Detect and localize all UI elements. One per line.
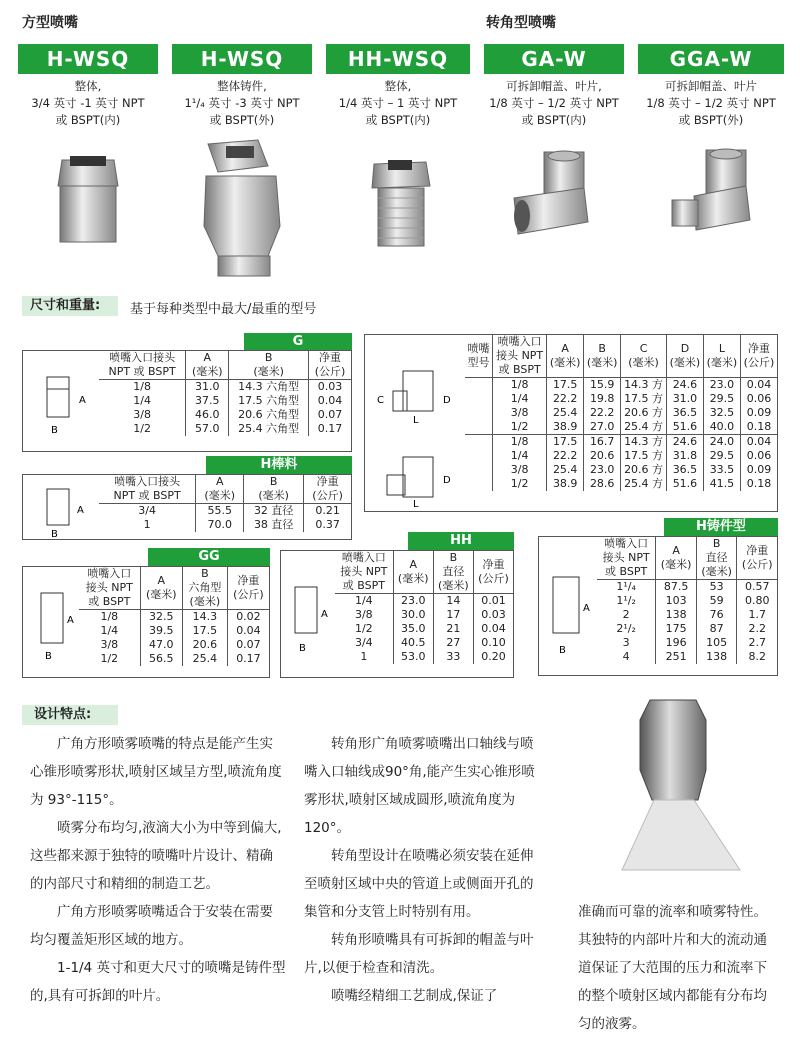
table-cell: 17.5 六角型 bbox=[229, 394, 309, 408]
table-cell: 1/4 bbox=[100, 624, 119, 637]
table-cell: 0.03 bbox=[309, 380, 351, 395]
table-header-cell: 喷嘴 型号 bbox=[465, 335, 493, 378]
table-cell: 14.3 六角型 bbox=[229, 380, 309, 395]
table-header-cell: 净重 (公斤) bbox=[737, 537, 777, 580]
table-row bbox=[597, 608, 777, 622]
table-cell: 0.80 bbox=[737, 594, 777, 608]
table-cell: 0.37 bbox=[304, 518, 351, 532]
svg-text:B: B bbox=[51, 425, 58, 436]
table-cell: 33.5 bbox=[703, 463, 740, 477]
table-row bbox=[597, 622, 777, 636]
table-header-cell: A (毫米) bbox=[547, 335, 584, 378]
table-cell: 3 bbox=[622, 636, 630, 649]
table-cell: 36.5 bbox=[666, 463, 703, 477]
table-cell bbox=[465, 435, 493, 450]
table-cell bbox=[465, 378, 493, 393]
table-hcast bbox=[538, 536, 778, 676]
table-cell: 25.4 bbox=[547, 406, 584, 420]
table-hbar-label: H棒料 bbox=[206, 456, 352, 474]
svg-text:B: B bbox=[299, 643, 306, 654]
table-cell: 37.5 bbox=[186, 394, 229, 408]
svg-text:D: D bbox=[443, 475, 451, 486]
table-cell: 25.4 方 bbox=[621, 420, 667, 435]
diagram-ga bbox=[373, 365, 463, 429]
table-row bbox=[79, 624, 269, 638]
table-cell: 2.7 bbox=[737, 636, 777, 650]
diagram-hcast bbox=[541, 567, 597, 667]
table-cell: 0.17 bbox=[309, 422, 351, 436]
table-row bbox=[597, 580, 777, 595]
table-cell: 25.4 bbox=[547, 463, 584, 477]
table-cell: 1/4 bbox=[493, 392, 547, 406]
table-header-cell: 净重 (公斤) bbox=[309, 351, 351, 380]
table-cell: 29.5 bbox=[703, 449, 740, 463]
table-ga bbox=[364, 334, 778, 512]
product-image-5 bbox=[666, 146, 758, 238]
table-cell: 1/4 bbox=[493, 449, 547, 463]
table-row bbox=[465, 378, 777, 393]
table-cell: 138 bbox=[696, 650, 737, 664]
table-cell: 0.06 bbox=[740, 392, 777, 406]
table-cell: 0.06 bbox=[740, 449, 777, 463]
design-col-2: 转角形广角喷雾喷嘴出口轴线与喷嘴入口轴线成90°角,能产生实心锥形喷雾形状,喷射区域成圆形,喷流角度为 120°。 转角型设计在喷嘴必须安装在延伸至喷射区域中央的管道上或侧面开孔的集管和分支管上时特别有用。 转角形喷嘴具有可拆卸的帽盖与叶片,以便于检查和清洗。 喷嘴经精细工艺制成,保证了 bbox=[304, 736, 535, 1004]
svg-text:A: A bbox=[77, 505, 84, 516]
svg-text:D: D bbox=[443, 395, 451, 406]
table-header-cell: B 六角型 (毫米) bbox=[182, 567, 227, 610]
table-row bbox=[79, 610, 269, 625]
table-row bbox=[335, 594, 513, 609]
table-cell: 87 bbox=[696, 622, 737, 636]
table-cell: 17.5 方 bbox=[621, 392, 667, 406]
model-bar-2: H-WSQ bbox=[172, 44, 312, 74]
table-header-cell: 喷嘴入口接头 NPT 或 BSPT bbox=[99, 351, 186, 380]
table-cell: 14.3 方 bbox=[621, 435, 667, 450]
svg-text:B: B bbox=[51, 529, 58, 539]
table-cell: 55.5 bbox=[196, 504, 244, 519]
table-cell: 1/2 bbox=[493, 477, 547, 491]
table-cell: 1/8 bbox=[100, 610, 119, 623]
table-cell: 2.2 bbox=[737, 622, 777, 636]
design-label: 设计特点: bbox=[22, 705, 118, 725]
diagram-g bbox=[33, 369, 93, 439]
table-header-cell: 净重 (公斤) bbox=[304, 475, 351, 504]
table-cell: 3/8 bbox=[354, 608, 373, 621]
table-header-cell: A (毫米) bbox=[656, 537, 697, 580]
table-cell: 15.9 bbox=[584, 378, 621, 393]
table-header-cell: 喷嘴入口接头 NPT 或 BSPT bbox=[99, 475, 196, 504]
table-row bbox=[465, 463, 777, 477]
table-cell: 17 bbox=[433, 608, 473, 622]
table-cell: 175 bbox=[656, 622, 697, 636]
table-header-cell: 喷嘴入口 接头 NPT 或 BSPT bbox=[335, 551, 393, 594]
table-cell: 251 bbox=[656, 650, 697, 664]
table-cell: 17.5 bbox=[182, 624, 227, 638]
table-cell: 3/4 bbox=[138, 504, 156, 517]
table-cell: 0.18 bbox=[740, 477, 777, 491]
table-cell: 36.5 bbox=[666, 406, 703, 420]
model-bar-1: H-WSQ bbox=[18, 44, 158, 74]
table-row bbox=[335, 636, 513, 650]
table-cell: 0.09 bbox=[740, 406, 777, 420]
svg-text:B: B bbox=[45, 651, 52, 662]
table-cell: 3/8 bbox=[493, 463, 547, 477]
table-cell: 20.6 方 bbox=[621, 406, 667, 420]
product-image-2 bbox=[198, 136, 288, 282]
table-cell: 51.6 bbox=[666, 477, 703, 491]
table-cell: 70.0 bbox=[196, 518, 244, 532]
table-cell: 22.2 bbox=[584, 406, 621, 420]
table-cell: 1¹/₄ bbox=[616, 580, 636, 593]
table-cell: 31.8 bbox=[666, 449, 703, 463]
table-cell: 19.8 bbox=[584, 392, 621, 406]
table-row bbox=[99, 518, 351, 532]
table-header-cell: A (毫米) bbox=[196, 475, 244, 504]
table-cell: 23.0 bbox=[393, 594, 433, 609]
table-cell: 2 bbox=[622, 608, 630, 621]
design-col-3: 准确而可靠的流率和喷雾特性。其独特的内部叶片和大的流动通道保证了大范围的压力和流率下的整个喷射区域内都能有分布均匀的液雾。 bbox=[578, 904, 767, 1032]
table-cell bbox=[465, 477, 493, 491]
table-cell: 0.04 bbox=[740, 378, 777, 393]
table-cell: 8.2 bbox=[737, 650, 777, 664]
table-cell: 40.0 bbox=[703, 420, 740, 435]
svg-text:A: A bbox=[583, 603, 590, 614]
table-cell: 0.09 bbox=[740, 463, 777, 477]
table-cell: 0.18 bbox=[740, 420, 777, 435]
table-row bbox=[99, 408, 351, 422]
table-cell: 24.0 bbox=[703, 435, 740, 450]
model-desc-4: 可拆卸帽盖、叶片, 1/8 英寸 – 1/2 英寸 NPT 或 BSPT(内) bbox=[489, 79, 619, 127]
table-cell: 1¹/₂ bbox=[616, 594, 636, 607]
table-cell: 1/2 bbox=[354, 622, 373, 635]
table-hh bbox=[280, 550, 514, 678]
table-cell: 17.5 bbox=[547, 435, 584, 450]
table-cell: 16.7 bbox=[584, 435, 621, 450]
table-cell: 3/8 bbox=[100, 638, 119, 651]
table-gg bbox=[22, 566, 270, 678]
table-cell bbox=[465, 420, 493, 435]
table-row bbox=[597, 636, 777, 650]
table-cell: 29.5 bbox=[703, 392, 740, 406]
table-cell: 14.3 bbox=[182, 610, 227, 625]
table-cell: 39.5 bbox=[140, 624, 182, 638]
table-header-cell: 喷嘴入口 接头 NPT 或 BSPT bbox=[597, 537, 656, 580]
table-row bbox=[99, 394, 351, 408]
table-header-cell: 净重 (公斤) bbox=[473, 551, 513, 594]
table-cell: 103 bbox=[656, 594, 697, 608]
table-hbar bbox=[22, 474, 352, 540]
table-hcast-label: H铸件型 bbox=[664, 518, 778, 536]
table-g bbox=[22, 350, 352, 452]
table-cell: 196 bbox=[656, 636, 697, 650]
table-row bbox=[465, 392, 777, 406]
table-cell: 3/8 bbox=[133, 408, 151, 421]
table-cell: 25.4 六角型 bbox=[229, 422, 309, 436]
model-bar-4: GA-W bbox=[484, 44, 624, 74]
table-cell: 0.04 bbox=[309, 394, 351, 408]
table-cell bbox=[465, 406, 493, 420]
table-header-cell: C (毫米) bbox=[621, 335, 667, 378]
table-cell: 24.6 bbox=[666, 378, 703, 393]
table-row bbox=[597, 650, 777, 664]
table-header-cell: B 直径 (毫米) bbox=[433, 551, 473, 594]
table-cell: 33 bbox=[433, 650, 473, 664]
table-header-cell: B (毫米) bbox=[229, 351, 309, 380]
angle-nozzle-title: 转角型喷嘴 bbox=[486, 15, 556, 31]
table-cell: 27.0 bbox=[584, 420, 621, 435]
table-cell: 46.0 bbox=[186, 408, 229, 422]
table-row bbox=[335, 608, 513, 622]
table-cell: 0.07 bbox=[227, 638, 269, 652]
table-cell: 30.0 bbox=[393, 608, 433, 622]
table-cell: 23.0 bbox=[703, 378, 740, 393]
table-row bbox=[335, 622, 513, 636]
table-header-cell: B 直径 (毫米) bbox=[696, 537, 737, 580]
spray-image bbox=[610, 690, 750, 890]
table-cell: 56.5 bbox=[140, 652, 182, 666]
table-cell: 27 bbox=[433, 636, 473, 650]
table-cell: 25.4 方 bbox=[621, 477, 667, 491]
table-cell: 47.0 bbox=[140, 638, 182, 652]
product-image-4 bbox=[508, 148, 598, 240]
table-cell: 1 bbox=[143, 518, 151, 531]
table-cell: 0.57 bbox=[737, 580, 777, 595]
design-col-1: 广角方形喷雾喷嘴的特点是能产生实心锥形喷雾形状,喷射区域呈方型,喷流角度为 93°-115°。 喷雾分布均匀,液滴大小为中等到偏大,这些都来源于独特的喷嘴叶片设计、精确的内部尺寸和精细的制造工艺。 广角方形喷雾喷嘴适合于安装在需要均匀覆盖矩形区域的地方。 1-1/4 英寸和更大尺寸的喷嘴是铸件型的,具有可拆卸的叶片。 bbox=[30, 736, 286, 1004]
table-cell: 138 bbox=[656, 608, 697, 622]
table-row bbox=[465, 420, 777, 435]
table-row bbox=[99, 504, 351, 519]
table-cell: 0.20 bbox=[473, 650, 513, 664]
table-cell: 53 bbox=[696, 580, 737, 595]
svg-text:L: L bbox=[413, 415, 419, 426]
table-row bbox=[335, 650, 513, 664]
diagram-gg bbox=[29, 587, 81, 667]
table-g-label: G bbox=[244, 333, 352, 351]
table-header-cell: B (毫米) bbox=[584, 335, 621, 378]
table-header-cell: A (毫米) bbox=[186, 351, 229, 380]
table-header-cell: A (毫米) bbox=[393, 551, 433, 594]
table-cell: 20.6 方 bbox=[621, 463, 667, 477]
diagram-hbar bbox=[33, 483, 93, 539]
model-desc-5: 可拆卸帽盖、叶片 1/8 英寸 – 1/2 英寸 NPT 或 BSPT(外) bbox=[646, 79, 776, 127]
sizes-text: 基于每种类型中最大/最重的型号 bbox=[130, 302, 317, 317]
table-cell: 31.0 bbox=[666, 392, 703, 406]
table-cell: 2¹/₂ bbox=[616, 622, 636, 635]
sizes-label: 尺寸和重量: bbox=[22, 296, 118, 316]
table-cell: 3/8 bbox=[493, 406, 547, 420]
table-header-cell: L (毫米) bbox=[703, 335, 740, 378]
table-row bbox=[465, 477, 777, 491]
table-cell bbox=[465, 463, 493, 477]
table-row bbox=[99, 380, 351, 395]
table-cell: 0.07 bbox=[309, 408, 351, 422]
table-cell: 17.5 方 bbox=[621, 449, 667, 463]
table-row bbox=[79, 652, 269, 666]
table-cell: 14.3 方 bbox=[621, 378, 667, 393]
table-cell: 1/8 bbox=[493, 378, 547, 393]
table-cell: 0.21 bbox=[304, 504, 351, 519]
table-cell: 1/2 bbox=[493, 420, 547, 435]
table-row bbox=[597, 594, 777, 608]
table-cell: 1/4 bbox=[133, 394, 151, 407]
table-row bbox=[79, 638, 269, 652]
svg-text:B: B bbox=[559, 645, 566, 656]
table-cell: 0.04 bbox=[740, 435, 777, 450]
table-row bbox=[99, 422, 351, 436]
diagram-gga bbox=[373, 453, 463, 509]
table-cell: 57.0 bbox=[186, 422, 229, 436]
table-gg-label: GG bbox=[148, 548, 270, 566]
table-row bbox=[465, 449, 777, 463]
table-cell: 24.6 bbox=[666, 435, 703, 450]
table-header-cell: D (毫米) bbox=[666, 335, 703, 378]
table-cell: 40.5 bbox=[393, 636, 433, 650]
diagram-hh bbox=[285, 581, 337, 661]
table-cell: 1.7 bbox=[737, 608, 777, 622]
table-cell: 35.0 bbox=[393, 622, 433, 636]
table-header-cell: 喷嘴入口 接头 NPT 或 BSPT bbox=[79, 567, 140, 610]
table-cell: 21 bbox=[433, 622, 473, 636]
svg-text:A: A bbox=[321, 609, 328, 620]
table-cell: 23.0 bbox=[584, 463, 621, 477]
table-cell: 1 bbox=[360, 650, 368, 663]
product-image-3 bbox=[366, 152, 436, 252]
table-cell: 32 直径 bbox=[244, 504, 304, 519]
table-cell: 4 bbox=[622, 650, 630, 663]
table-cell: 53.0 bbox=[393, 650, 433, 664]
table-header-cell: A (毫米) bbox=[140, 567, 182, 610]
table-cell: 0.01 bbox=[473, 594, 513, 609]
table-cell: 0.10 bbox=[473, 636, 513, 650]
svg-text:L: L bbox=[413, 499, 419, 509]
table-cell: 51.6 bbox=[666, 420, 703, 435]
table-cell: 17.5 bbox=[547, 378, 584, 393]
table-cell: 38.9 bbox=[547, 477, 584, 491]
table-header-cell: B (毫米) bbox=[244, 475, 304, 504]
table-cell: 0.04 bbox=[473, 622, 513, 636]
table-cell: 22.2 bbox=[547, 392, 584, 406]
table-cell: 0.02 bbox=[227, 610, 269, 625]
table-cell: 31.0 bbox=[186, 380, 229, 395]
table-cell: 59 bbox=[696, 594, 737, 608]
table-cell: 105 bbox=[696, 636, 737, 650]
table-cell: 25.4 bbox=[182, 652, 227, 666]
product-image-1 bbox=[48, 148, 128, 248]
table-cell: 1/2 bbox=[100, 652, 119, 665]
table-row bbox=[465, 435, 777, 450]
table-cell: 1/4 bbox=[354, 594, 373, 607]
table-cell: 1/8 bbox=[493, 435, 547, 450]
table-cell: 3/4 bbox=[354, 636, 373, 649]
table-cell: 0.17 bbox=[227, 652, 269, 666]
table-cell: 32.5 bbox=[140, 610, 182, 625]
svg-text:C: C bbox=[377, 395, 384, 406]
table-cell: 32.5 bbox=[703, 406, 740, 420]
model-bar-5: GGA-W bbox=[638, 44, 784, 74]
table-cell: 20.6 bbox=[182, 638, 227, 652]
svg-text:A: A bbox=[67, 615, 74, 626]
table-header-cell: 喷嘴入口 接头 NPT 或 BSPT bbox=[493, 335, 547, 378]
model-desc-1: 整体, 3/4 英寸 -1 英寸 NPT 或 BSPT(内) bbox=[31, 79, 145, 127]
table-cell: 0.04 bbox=[227, 624, 269, 638]
table-header-cell: 净重 (公斤) bbox=[740, 335, 777, 378]
square-nozzle-title: 方型喷嘴 bbox=[22, 15, 78, 31]
table-cell: 87.5 bbox=[656, 580, 697, 595]
table-cell: 20.6 六角型 bbox=[229, 408, 309, 422]
table-hh-label: HH bbox=[408, 532, 514, 550]
table-cell bbox=[465, 449, 493, 463]
table-cell: 20.6 bbox=[584, 449, 621, 463]
table-cell bbox=[465, 392, 493, 406]
model-desc-2: 整体铸件, 1¹/₄ 英寸 -3 英寸 NPT 或 BSPT(外) bbox=[184, 79, 300, 127]
table-cell: 38.9 bbox=[547, 420, 584, 435]
table-header-cell: 净重 (公斤) bbox=[227, 567, 269, 610]
model-bar-3: HH-WSQ bbox=[326, 44, 470, 74]
table-cell: 0.03 bbox=[473, 608, 513, 622]
table-cell: 22.2 bbox=[547, 449, 584, 463]
table-cell: 1/2 bbox=[133, 422, 151, 435]
table-cell: 76 bbox=[696, 608, 737, 622]
table-cell: 14 bbox=[433, 594, 473, 609]
table-cell: 41.5 bbox=[703, 477, 740, 491]
table-row bbox=[465, 406, 777, 420]
svg-text:A: A bbox=[79, 395, 86, 406]
table-cell: 28.6 bbox=[584, 477, 621, 491]
table-cell: 38 直径 bbox=[244, 518, 304, 532]
model-desc-3: 整体, 1/4 英寸 – 1 英寸 NPT 或 BSPT(内) bbox=[338, 79, 458, 127]
table-cell: 1/8 bbox=[133, 380, 151, 393]
